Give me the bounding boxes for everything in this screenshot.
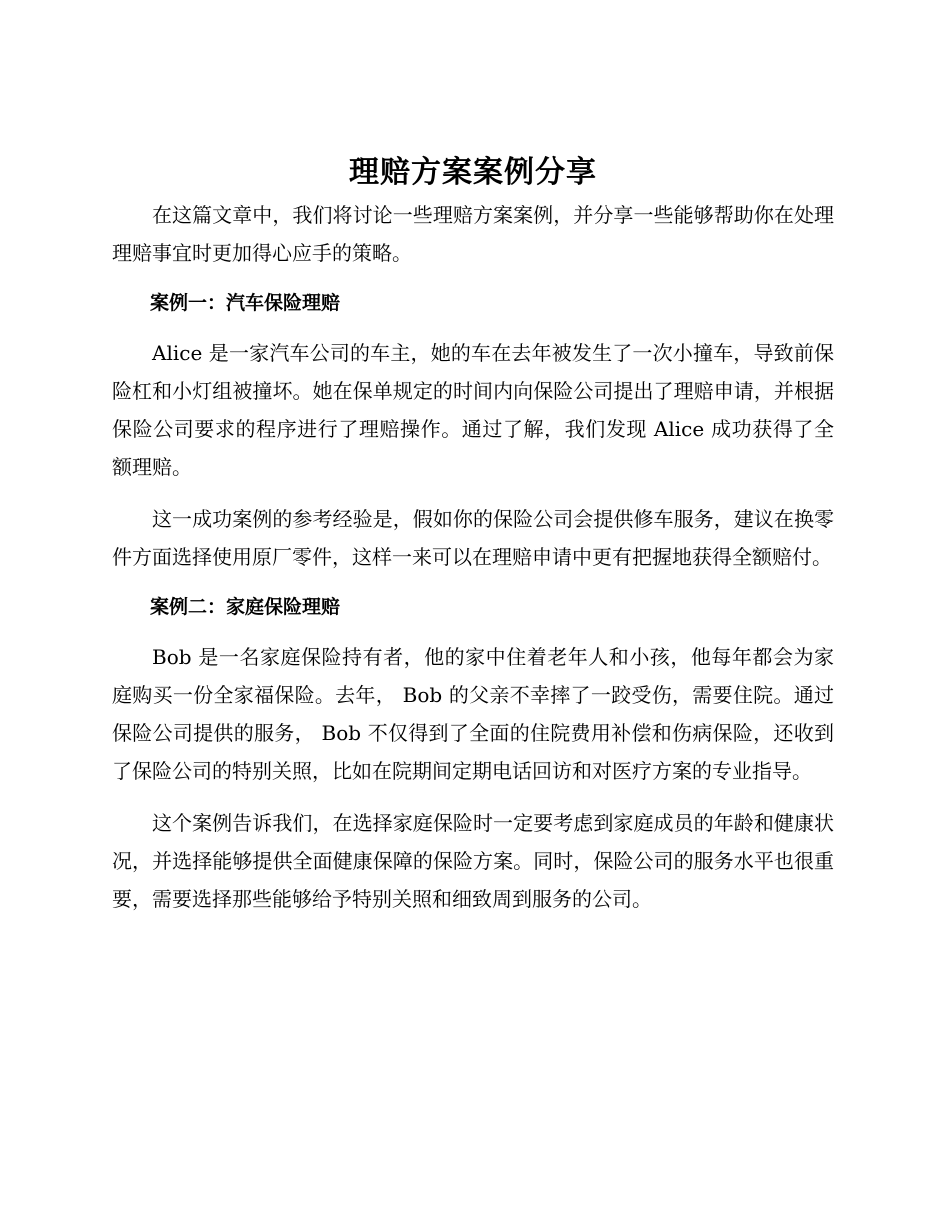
case2-heading: 案例二：家庭保险理赔 [150, 596, 341, 618]
case2-paragraph-2: 这个案例告诉我们，在选择家庭保险时一定要考虑到家庭成员的年龄和健康状况，并选择能够提供全面健康保障的保险方案。同时，保险公司的服务水平也很重要，需要选择那些能够给予特别关照和细致周到服务的公司。 [112, 811, 834, 911]
case1-paragraph-2: 这一成功案例的参考经验是，假如你的保险公司会提供修车服务，建议在换零件方面选择使用原厂零件，这样一来可以在理赔申请中更有把握地获得全额赔付。 [112, 507, 834, 569]
case1-paragraph-1: Alice 是一家汽车公司的车主，她的车在去年被发生了一次小撞车，导致前保险杠和小灯组被撞坏。她在保单规定的时间内向保险公司提出了理赔申请，并根据保险公司要求的程序进行了理赔操作。通过了解，我们发现 Alice 成功获得了全额理赔。 [112, 341, 834, 479]
case2-paragraph-1: Bob 是一名家庭保险持有者，他的家中住着老年人和小孩，他每年都会为家庭购买一份全家福保险。去年， Bob 的父亲不幸摔了一跤受伤，需要住院。通过保险公司提供的服务， Bob 不仅得到了全面的住院费用补偿和伤病保险，还收到了保险公司的特别关照，比如在院期间定期电话回访和对医疗方案的专业指导。 [112, 645, 834, 783]
intro-paragraph: 在这篇文章中，我们将讨论一些理赔方案案例，并分享一些能够帮助你在处理理赔事宜时更加得心应手的策略。 [112, 203, 834, 265]
case1-heading: 案例一：汽车保险理赔 [150, 292, 341, 314]
document-body [112, 150, 834, 932]
page-title: 理赔方案案例分享 [349, 155, 597, 190]
